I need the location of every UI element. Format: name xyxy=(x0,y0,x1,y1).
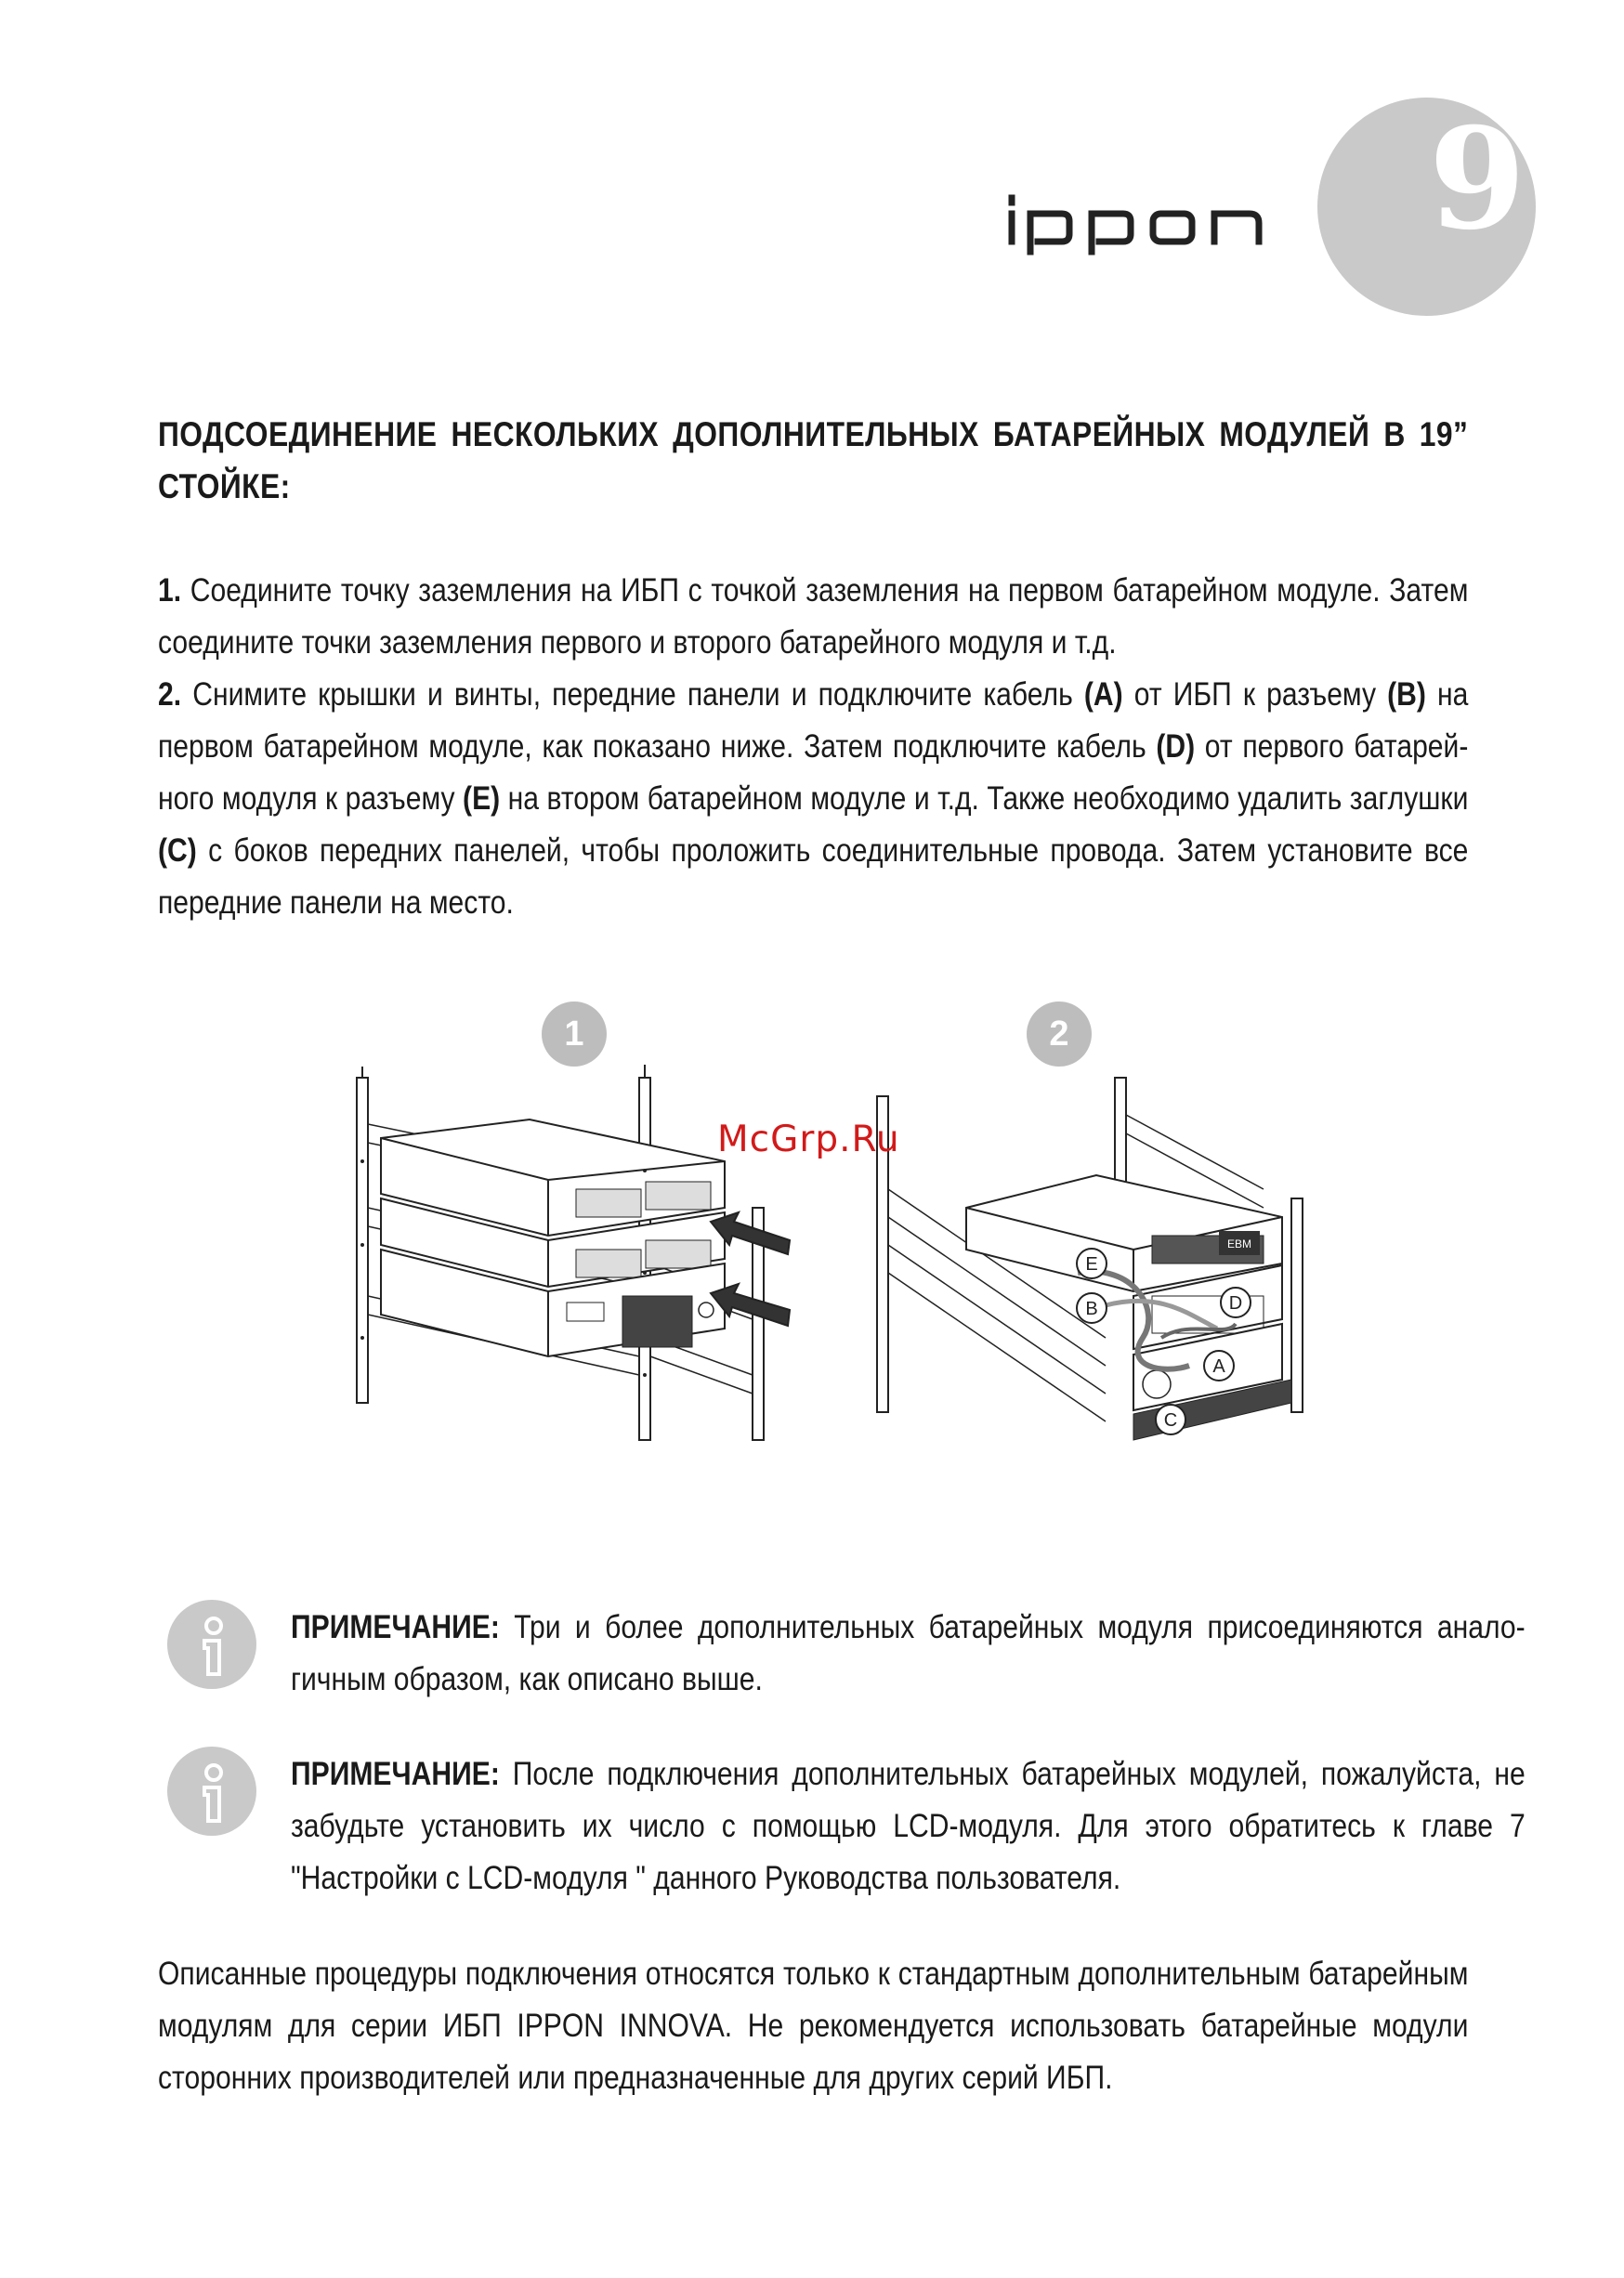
step-2-number: 2. xyxy=(158,676,182,713)
step-2-text-3: на первом батарейном модуле, как показано ниже. Затем подключите кабель xyxy=(158,676,1469,765)
step-2-text-4: от первого батарейного модуля к разъему xyxy=(158,728,1469,817)
ref-b: (B) xyxy=(1387,676,1426,713)
note-2 xyxy=(291,1748,1526,1905)
rack-rail-right xyxy=(1291,1198,1303,1412)
callout-a-label: A xyxy=(1212,1356,1225,1377)
figure-1-badge: 1 xyxy=(542,1002,607,1067)
section-heading: ПОДСОЕДИНЕНИЕ НЕСКОЛЬКИХ ДОПОЛНИТЕЛЬНЫХ БАТАРЕЙНЫХ МОДУЛЕЙ В 19” СТОЙКЕ: xyxy=(158,415,1469,505)
figure-2-badge: 2 xyxy=(1027,1002,1092,1067)
note-2-label: ПРИМЕЧАНИЕ: xyxy=(291,1756,500,1792)
callout-b-label: B xyxy=(1085,1299,1098,1319)
step-2-text-1: Снимите крышки и винты, передние панели и подключите кабель xyxy=(192,676,1073,713)
logo-mark xyxy=(1006,190,1359,255)
ebm-label: EBM xyxy=(1226,1237,1252,1250)
rack-rail-left xyxy=(357,1078,368,1403)
note-2-text: После подключения дополнительных батарейных модулей, пожалуйста, не забудьте установить их число с помощью LCD-модуля. Для этого обратитесь к главе 7 "Настройки с LCD-модуля " данного Руководства пользователя. xyxy=(291,1756,1526,1896)
info-icon xyxy=(167,1600,256,1689)
ref-c: (C) xyxy=(158,832,197,869)
footer-paragraph: Описанные процедуры подключения относятся только к стандартным дополнительным батарейным модулям для серии ИБП IPPON INNOVA. Не рекомендуется использовать батарейные модули сторонних производителей или предназначенные для других серий ИБП. xyxy=(158,1956,1469,2096)
note-1-text: Три и более дополнительных батарейных модуля присоединяются аналогичным образом, как описано выше. xyxy=(291,1609,1526,1697)
step-1-number: 1. xyxy=(158,572,182,609)
info-icon xyxy=(167,1747,256,1836)
note-1 xyxy=(291,1602,1526,1706)
step-2-text-2: от ИБП к разъему xyxy=(1133,676,1377,713)
step-2-text-5: на втором батарейном модуле и т.д. Также необходимо удалить заглушки xyxy=(507,780,1469,817)
watermark-text: McGrp.Ru xyxy=(717,1119,900,1160)
step-2-text-6: с боков передних панелей, чтобы проложить соединительные провода. Затем установите все передние панели на место. xyxy=(158,832,1469,921)
callout-e-label: E xyxy=(1085,1254,1098,1275)
ref-e: (E) xyxy=(463,780,501,817)
instruction-steps xyxy=(158,565,1468,929)
note-1-label: ПРИМЕЧАНИЕ: xyxy=(291,1609,500,1645)
step-1 xyxy=(158,565,1468,669)
ref-d: (D) xyxy=(1156,728,1196,765)
ref-a: (A) xyxy=(1083,676,1123,713)
callout-c-label: C xyxy=(1163,1410,1178,1431)
rack-rail-top xyxy=(1115,1078,1126,1189)
step-1-text: Соедините точку заземления на ИБП с точкой заземления на первом батарейном модуле. Затем соедините точки заземления первого и второго батарейного модуля и т.д. xyxy=(158,572,1469,661)
callout-d-label: D xyxy=(1228,1293,1243,1314)
ippon-logo xyxy=(1006,190,1359,255)
page-number: 9 xyxy=(1428,98,1526,261)
step-2 xyxy=(158,669,1468,929)
figure-2-cabling-illustration xyxy=(855,1059,1338,1459)
